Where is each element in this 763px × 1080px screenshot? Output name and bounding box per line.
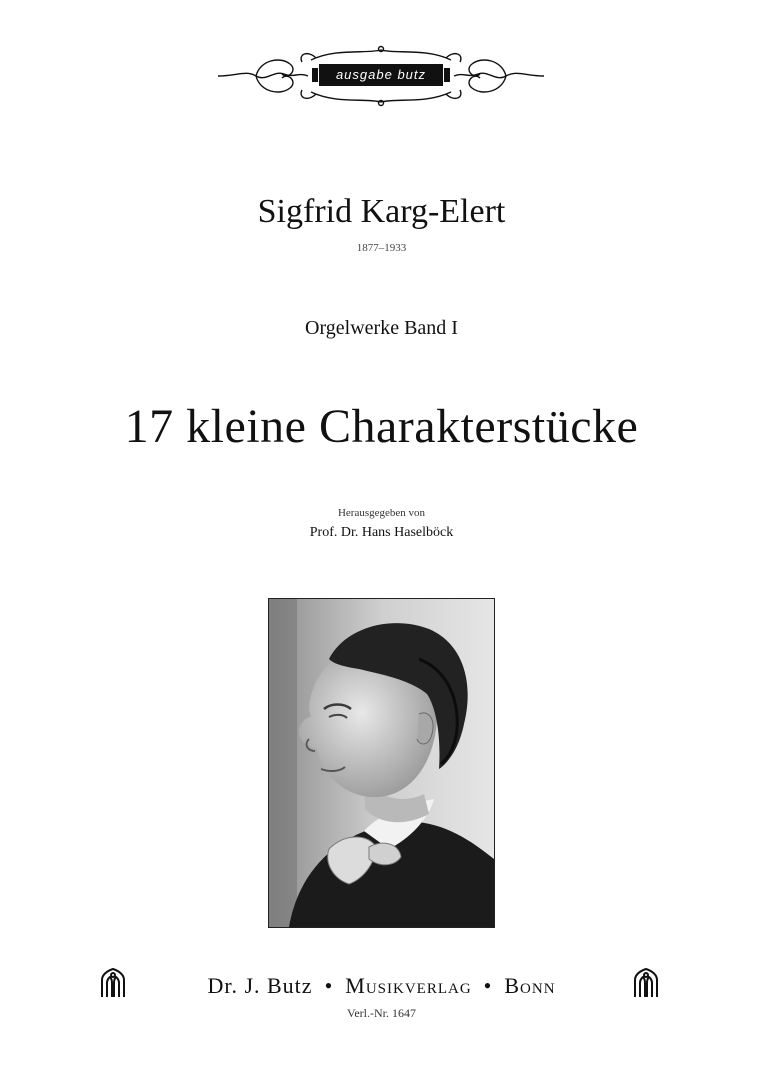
publisher-part-1: Dr. J. Butz	[207, 973, 313, 998]
publisher-catalog-number: Verl.-Nr. 1647	[347, 1006, 416, 1020]
composer-name: Sigfrid Karg-Elert	[257, 193, 506, 230]
editor-caption: Herausgegeben von	[337, 507, 426, 519]
publisher-separator: •	[483, 973, 493, 998]
composer-lifespan: 1877–1933	[356, 242, 407, 254]
work-title: 17 kleine Charakterstücke	[124, 400, 639, 453]
ausgabe-butz-ornament	[216, 40, 546, 112]
ornament-label: ausgabe butz	[335, 67, 427, 82]
volume-title: Orgelwerke Band I	[305, 317, 458, 339]
church-window-logo-icon	[632, 968, 660, 998]
portrait-image	[269, 599, 494, 927]
publisher-separator: •	[324, 973, 334, 998]
publisher-part-2: Musikverlag	[345, 973, 472, 998]
editor-name: Prof. Dr. Hans Haselböck	[309, 525, 454, 540]
publisher-part-3: Bonn	[504, 973, 556, 998]
composer-portrait	[268, 598, 495, 928]
publisher-line	[0, 968, 763, 1002]
